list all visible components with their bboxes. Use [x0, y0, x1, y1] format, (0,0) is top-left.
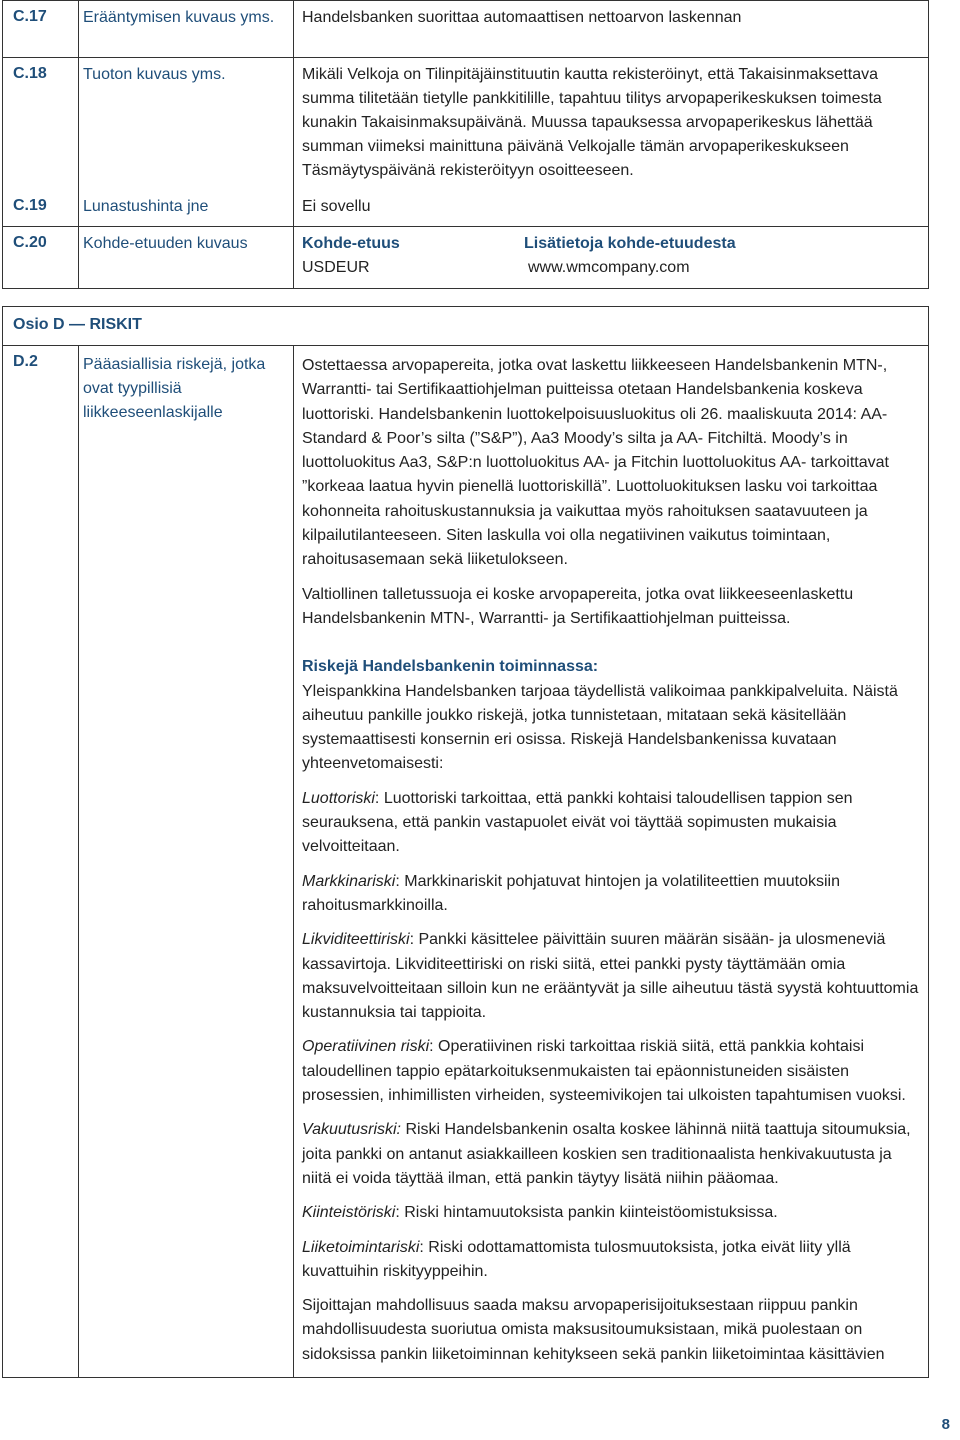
risk-term: Vakuutusriski: — [302, 1121, 401, 1139]
risk-text-cell — [294, 346, 929, 1378]
risk-description: : Pankki käsittelee päivittäin suuren määrän sisään- ja ulosmeneviä kassavirtoja. Likviditeettiriski on riski siitä, ettei pankki pysty täyttämään omia maksuvelvoitteitaan silloin kun ne erääntyvät ja sille aiheutuu tästä syystä kohtuuttomia kustannuksia tai tappioita. — [302, 931, 919, 1022]
risk-item — [302, 1035, 920, 1108]
risk-item — [302, 870, 920, 919]
item-label: Pääasiallisia riskejä, jotka ovat tyypillisiä liikkeeseenlaskijalle — [79, 346, 294, 1378]
risk-description: : Markkinariskit pohjatuvat hintojen ja volatiliteettien muutoksiin rahoitusmarkkinoilla. — [302, 872, 841, 914]
row-c20 — [3, 227, 929, 289]
section-d-header-row — [3, 307, 929, 346]
item-text: Ei sovellu — [294, 193, 929, 227]
risk-item — [302, 1236, 920, 1285]
risk-list — [302, 787, 920, 1284]
risk-term: Liiketoimintariski — [302, 1238, 420, 1256]
risk-term: Operatiivinen riski — [302, 1038, 430, 1056]
investor-payment-paragraph: Sijoittajan mahdollisuus saada maksu arvopaperisijoituksestaan riippuu pankin mahdollisuudesta suoriutua omista maksusitoumuksistaan, mikä puolestaan on sidoksissa pankin liiketoiminnan kehitykseen sekä pankin liiketoimintaa käsittävien — [302, 1297, 885, 1363]
risks-subheading: Riskejä Handelsbankenin toiminnassa: — [302, 658, 599, 676]
item-code: C.17 — [3, 1, 79, 58]
more-info-link[interactable]: www.wmcompany.com — [528, 259, 690, 276]
item-code: C.19 — [3, 193, 79, 227]
row-c17 — [3, 1, 929, 58]
item-label: Kohde-etuuden kuvaus — [79, 227, 294, 289]
underlying-value-row — [302, 256, 920, 280]
risk-term: Likviditeettiriski — [302, 931, 410, 949]
section-c-table — [2, 0, 929, 289]
risk-term: Kiinteistöriski — [302, 1204, 396, 1222]
underlying-value: USDEUR — [302, 259, 370, 276]
row-c18 — [3, 58, 929, 193]
risk-term: Luottoriski — [302, 789, 375, 807]
item-code: D.2 — [3, 346, 79, 1378]
more-info-heading: Lisätietoja kohde-etuudesta — [524, 235, 736, 252]
risk-term: Markkinariski — [302, 872, 396, 890]
risk-item — [302, 1201, 920, 1225]
risk-description: : Operatiivinen riski tarkoittaa riskiä siitä, että pankkia kohtaisi taloudellinen tappio epätarkoituksenmukaisten tai epäonnistuneiden sisäisten prosessien, inhimillisten virheiden, systeemivikojen tai ulkoisten tapahtumisen vuoksi. — [302, 1038, 906, 1105]
deposit-guarantee-paragraph: Valtiollinen talletussuoja ei koske arvopapereita, jotka ovat liikkeeseenlaskettu Handelsbankenin MTN-, Warrantti- ja Sertifikaattiohjelman puitteissa. — [302, 585, 854, 627]
risk-description: Riski Handelsbankenin osalta koskee lähinnä niitä taattuja sitoumuksia, joita pankki on antanut asiakkailleen koskien sen traditionaalista henkivakuutusta ja niitä ei voida täyttää ilman, että pankin täytyy lisätä niihin pääomaa. — [302, 1121, 911, 1187]
credit-risk-paragraph: Ostettaessa arvopapereita, jotka ovat laskettu liikkeeseen Handelsbankenin MTN-, Warrantti- tai Sertifikaattiohjelman puitteissa otetaan Handelsbankenia koskeva luottoriski. Handelsbankenin luottokelpoisuusluokitus oli 26. maaliskuuta 2014: AA- Standard & Poor’s silta (”S&P”), Aa3 Moody’s silta ja AA- Fitchiltä. Moody’s in luottoluokitus Aa3, S&P:n luottoluokitus AA- ja Fitchin luottoluokitus AA- tarkoittavat ”korkeaa laatua hyvin pienellä luottoriskillä”. Luottoluokituksen lasku voi tarkoittaa kohonneita rahoituskustannuksia ja vaikuttaa myös rahoituksen saatavuuteen ja kilpailutilanteeseen. Siten laskulla voi olla negatiivinen vaikutus toimintaan, rahoitusasemaan sekä liiketulokseen. — [302, 357, 889, 569]
item-label: Erääntymisen kuvaus yms. — [79, 1, 294, 58]
risk-description: : Riski hintamuutoksista pankin kiinteistöomistuksissa. — [395, 1204, 778, 1222]
risk-description: : Riski odottamattomista tulosmuutoksista, jotka eivät liity yllä kuvattuihin riskityyppeihin. — [302, 1238, 851, 1280]
item-code: C.20 — [3, 227, 79, 289]
item-text: Mikäli Velkoja on Tilinpitäjäinstituutin kautta rekisteröinyt, että Takaisinmaksettava summa tilitetään tietylle pankkitilille, tapahtuu tilitys arvopaperikeskuksen toimesta kunakin Takaisinmaksupäivänä. Muussa tapauksessa arvopaperikeskus lähettää summan viimeksi mainittuna päivänä Velkojalle tämän arvopaperikeskukseen Täsmäytyspäivänä rekisteröityyn osoitteeseen. — [294, 58, 929, 193]
page-number: 8 — [941, 1416, 950, 1433]
underlying-heading: Kohde-etuus — [302, 235, 400, 252]
risk-item — [302, 1118, 920, 1191]
item-label: Lunastushinta jne — [79, 193, 294, 227]
section-d-heading-text: Osio D — RISKIT — [13, 316, 142, 333]
row-c19 — [3, 193, 929, 227]
underlying-header-row — [302, 232, 920, 256]
section-d-table — [2, 306, 929, 1378]
item-label: Tuoton kuvaus yms. — [79, 58, 294, 193]
risk-item — [302, 928, 920, 1025]
row-d2 — [3, 346, 929, 1378]
risk-description: : Luottoriski tarkoittaa, että pankki kohtaisi taloudellisen tappion sen seurauksena, että pankin vastapuolet eivät voi täyttää sopimusten mukaisia velvoitteitaan. — [302, 789, 853, 856]
item-code: C.18 — [3, 58, 79, 193]
item-text: Handelsbanken suorittaa automaattisen nettoarvon laskennan — [294, 1, 929, 58]
risks-intro-paragraph: Yleispankkina Handelsbanken tarjoaa täydellistä valikoimaa pankkipalveluita. Näistä aiheutuu pankille joukko riskejä, jotka tunnistetaan, mitataan sekä käsitellään systemaattisesti konsernin eri osissa. Riskejä Handelsbankenissa kuvataan yhteenvetomaisesti: — [302, 682, 898, 773]
section-d-heading — [3, 307, 929, 346]
underlying-cell — [294, 227, 929, 289]
risk-item — [302, 787, 920, 860]
